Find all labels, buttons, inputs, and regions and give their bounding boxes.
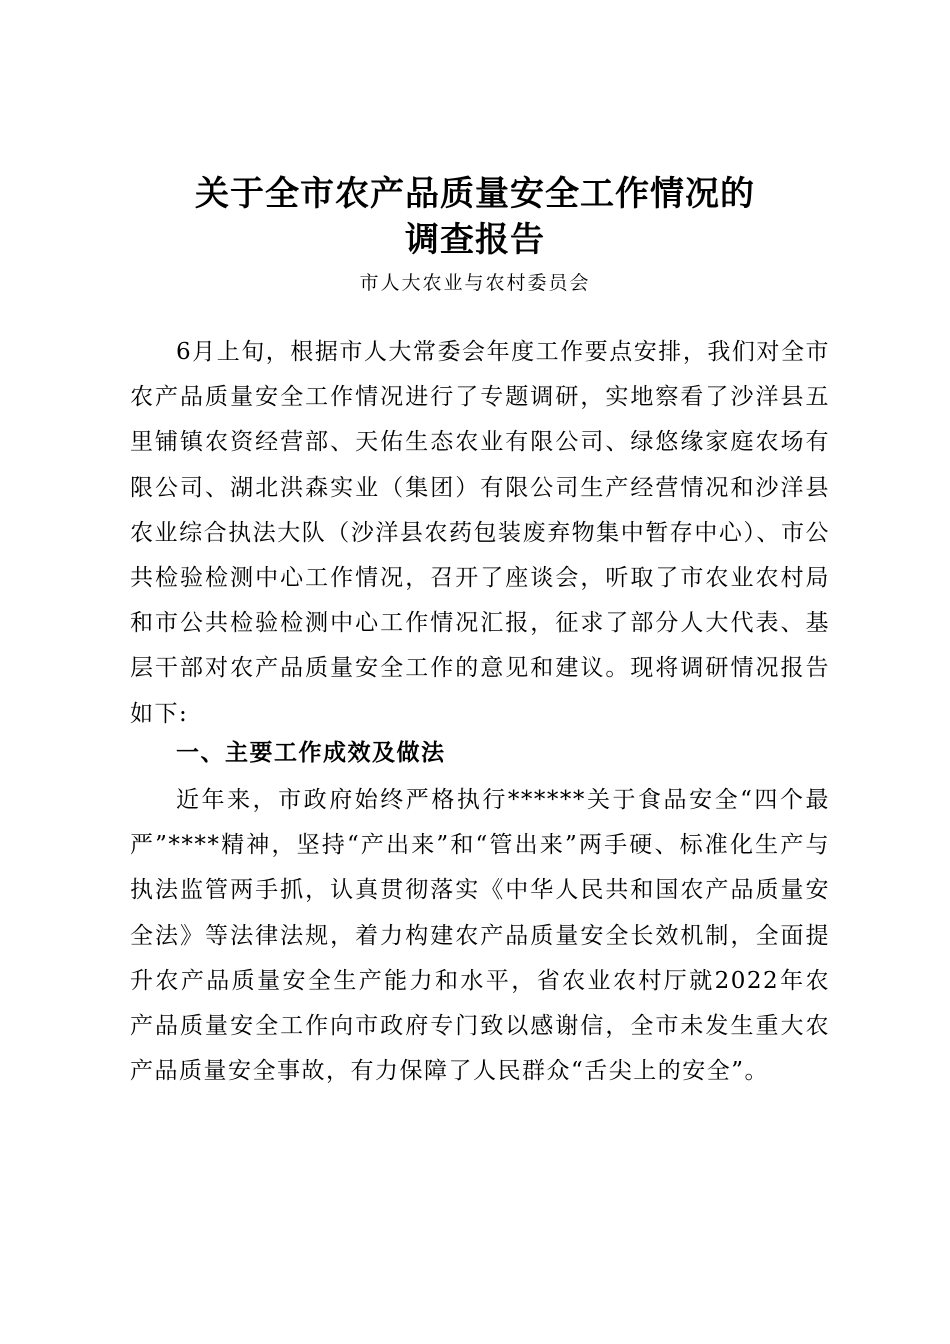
section-heading: 一、主要工作成效及做法 (176, 740, 446, 766)
intro-paragraph: 6月上旬，根据市人大常委会年度工作要点安排，我们对全市农产品质量安全工作情况进行了专题调研，实地察看了沙洋县五里铺镇农资经营部、天佑生态农业有限公司、绿悠缘家庭农场有限公司、湖北洪森实业（集团）有限公司生产经营情况和沙洋县农业综合执法大队（沙洋县农药包装废弃物集中暂存中心）、市公共检验检测中心工作情况，召开了座谈会，听取了市农业农村局和市公共检验检测中心工作情况汇报，征求了部分人大代表、基层干部对农产品质量安全工作的意见和建议。现将调研情况报告如下: (130, 339, 830, 727)
document-author: 市人大农业与农村委员会 (359, 272, 591, 294)
document-title-line-1: 关于全市农产品质量安全工作情况的 (195, 174, 755, 214)
body-paragraph: 近年来，市政府始终严格执行******关于食品安全“四个最严”****精神，坚持“产出来”和“管出来”两手硬、标准化生产与执法监管两手抓，认真贯彻落实《中华人民共和国农产品质量安全法》等法律法规，着力构建农产品质量安全长效机制，全面提升农产品质量安全生产能力和水平，省农业农村厅就2022年农产品质量安全工作向市政府专门致以感谢信，全市未发生重大农产品质量安全事故，有力保障了人民群众“舌尖上的安全”。 (130, 787, 830, 1085)
document-title-line-2: 调查报告 (405, 220, 545, 260)
